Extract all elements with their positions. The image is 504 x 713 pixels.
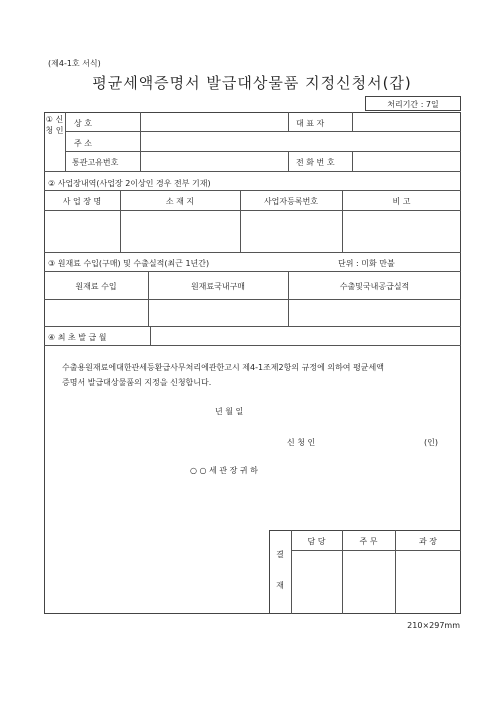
approval-label-bottom: 재	[276, 581, 284, 590]
divider	[288, 112, 289, 132]
processing-period-box: 처리기간 : 7일	[365, 96, 461, 111]
col-site-name: 사 업 장 명	[62, 197, 102, 206]
section3-heading: ③ 원재료 수입(구매) 및 수출실적(최근 1년간)	[48, 259, 210, 268]
divider	[65, 151, 461, 152]
date-line: 년 월 일	[215, 407, 244, 416]
approval-col-chief: 주 무	[359, 537, 378, 546]
col-export-supply: 수출및국내공급실적	[339, 282, 410, 291]
divider	[148, 271, 149, 326]
statement-line-2: 증명서 발급대상물품의 지정을 신청합니다.	[62, 378, 212, 387]
divider	[44, 271, 461, 272]
col-business-reg-no: 사업자등록번호	[263, 197, 319, 206]
divider	[352, 112, 353, 132]
applicant-sign: 신 청 인	[287, 438, 316, 447]
business-name-label: 상 호	[74, 119, 92, 128]
divider	[140, 112, 141, 171]
phone-label: 전 화 번 호	[296, 158, 335, 167]
applicant-label: ① 신 청 인	[45, 115, 64, 135]
col-remarks: 비 고	[392, 197, 411, 206]
customs-id-label: 통관고유번호	[72, 158, 119, 167]
seal-mark: (인)	[424, 438, 438, 447]
divider	[44, 190, 461, 191]
col-domestic-purchase: 원재료국내구매	[190, 282, 246, 291]
approval-col-staff: 담 당	[307, 537, 326, 546]
approval-col-manager: 과 장	[419, 537, 437, 546]
divider	[44, 252, 461, 253]
divider	[44, 326, 461, 327]
approval-label-top: 결	[276, 550, 284, 559]
divider	[352, 151, 353, 171]
section4-heading: ④ 최 초 발 급 월	[48, 333, 107, 342]
divider	[288, 151, 289, 171]
divider	[288, 271, 289, 326]
paper-size-note: 210×297mm	[407, 621, 460, 630]
addressee: ○ ○ 세 관 장 귀 하	[190, 466, 258, 475]
col-location: 소 재 지	[165, 197, 195, 206]
representative-label: 대 표 자	[296, 119, 325, 128]
divider	[44, 210, 461, 211]
divider	[44, 345, 461, 346]
section2-heading: ② 사업장내역(사업장 2이상인 경우 전부 기재)	[48, 179, 211, 188]
divider	[65, 112, 66, 171]
divider	[65, 131, 461, 132]
form-title: 평균세액증명서 발급대상물품 지정신청서(갑)	[92, 74, 412, 92]
form-number: (제4-1호 서식)	[48, 59, 101, 68]
address-label: 주 소	[74, 139, 92, 148]
divider	[150, 326, 151, 345]
col-material-import: 원재료 수입	[75, 282, 117, 291]
section3-unit: 단위 : 미화 만불	[338, 259, 395, 268]
divider	[291, 550, 461, 551]
divider	[44, 171, 461, 172]
statement-line-1: 수출용원재료에대한관세등환급사무처리에관한고시 제4-1조제2항의 규정에 의하여 평균세액	[62, 363, 384, 372]
divider	[44, 299, 461, 300]
